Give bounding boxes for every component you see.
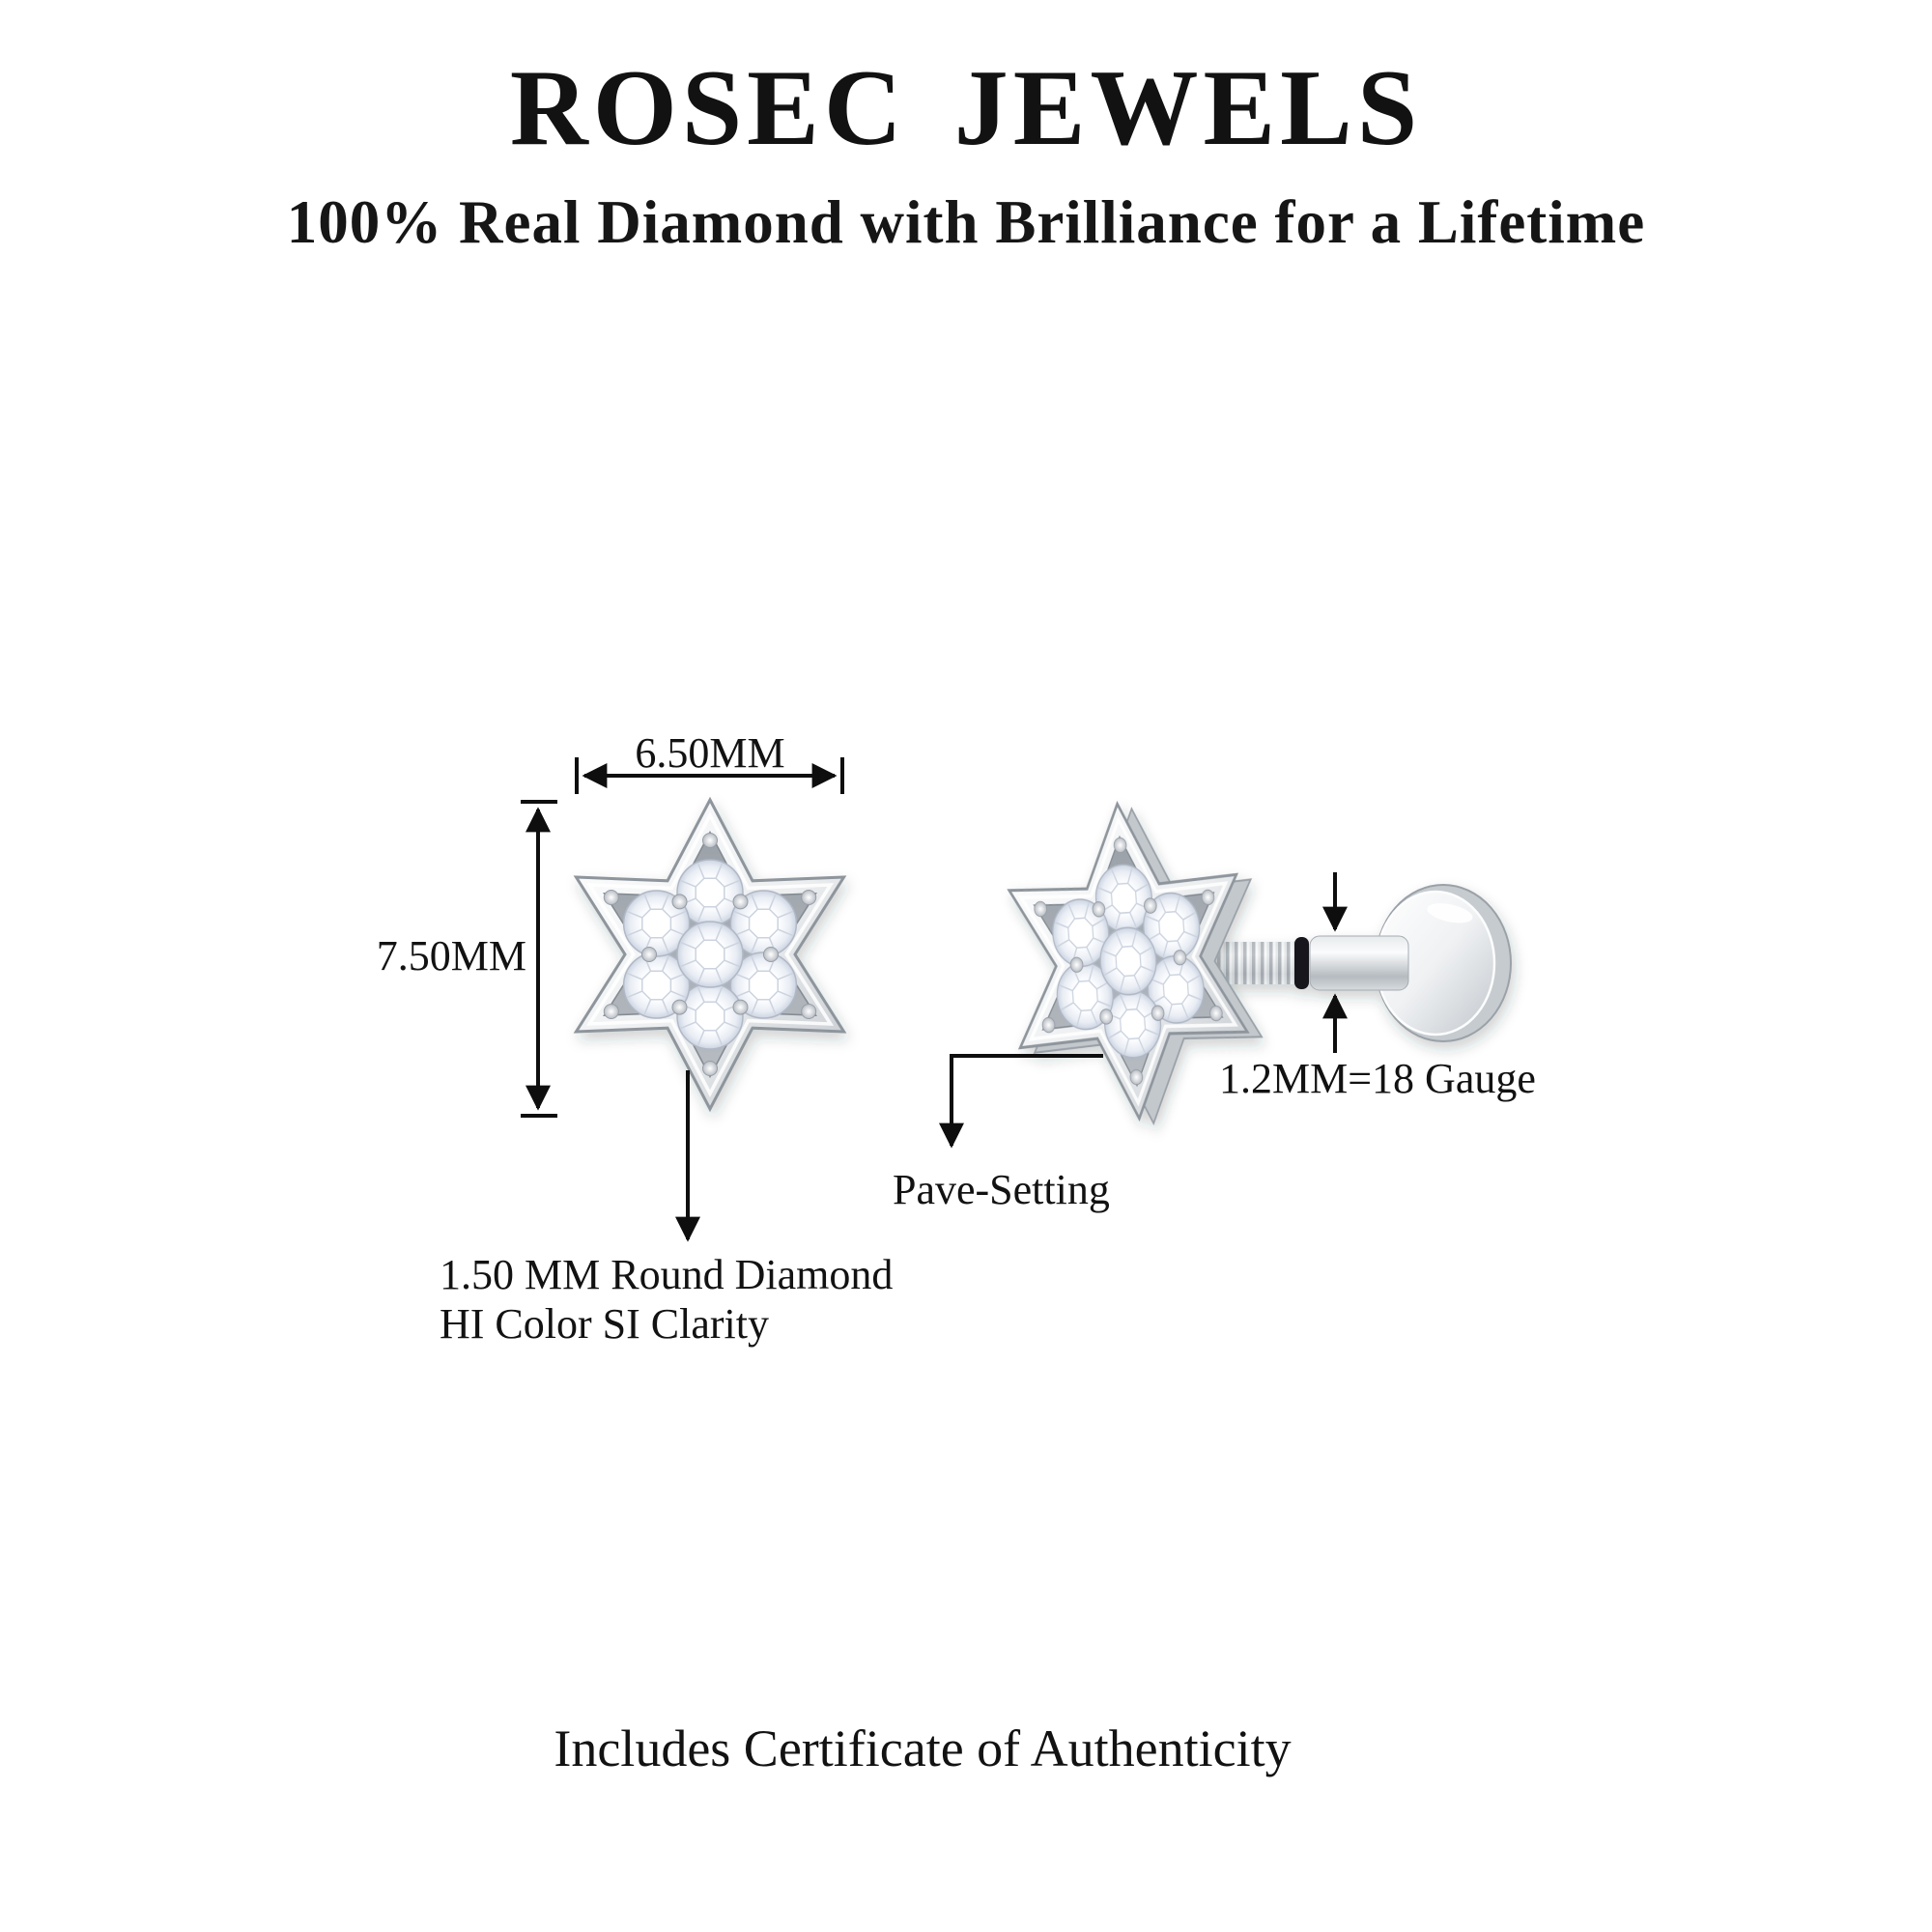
pave-leader-arrow bbox=[952, 1056, 1103, 1146]
diamond-spec-line1: 1.50 MM Round Diamond bbox=[440, 1251, 894, 1298]
front-view-star-earring bbox=[576, 800, 843, 1109]
brand-tagline: 100% Real Diamond with Brilliance for a Lifetime bbox=[286, 188, 1646, 256]
gauge-dimension-label: 1.2MM=18 Gauge bbox=[1219, 1055, 1536, 1102]
diamond-spec-line2: HI Color SI Clarity bbox=[440, 1299, 769, 1348]
certificate-note: Includes Certificate of Authenticity bbox=[554, 1719, 1292, 1777]
brand-title: ROSEC JEWELS bbox=[509, 48, 1423, 168]
diamond-spec-note bbox=[440, 1251, 1038, 1349]
height-dimension-label: 7.50MM bbox=[376, 932, 526, 980]
pave-setting-label: Pave-Setting bbox=[893, 1166, 1110, 1213]
width-dimension-label: 6.50MM bbox=[635, 729, 785, 777]
o-ring bbox=[1294, 937, 1309, 989]
